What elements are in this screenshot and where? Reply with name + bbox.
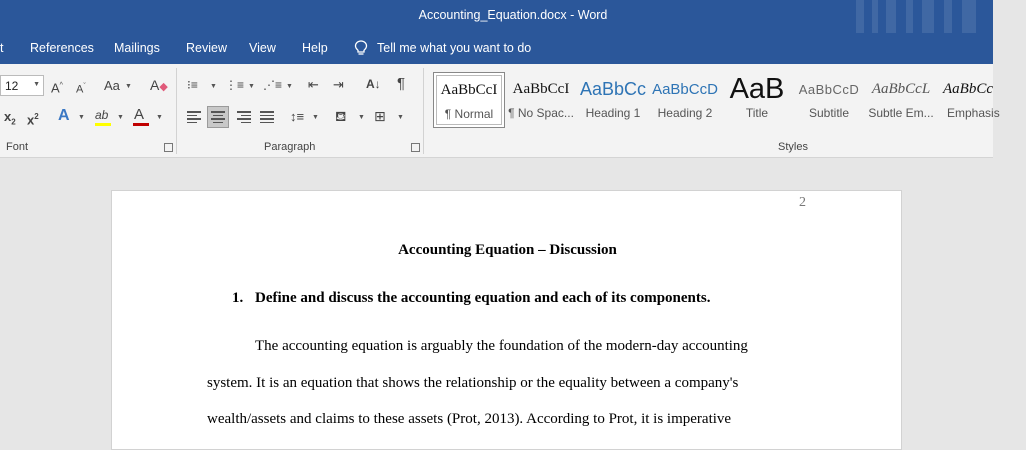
tab-view[interactable]: View: [249, 41, 276, 55]
multilevel-list-icon[interactable]: ⋰≡: [263, 78, 283, 92]
change-case-icon[interactable]: Aa: [104, 78, 120, 93]
ribbon-tabs: [0, 33, 993, 64]
paragraph-line: system. It is an equation that shows the relationship or the equality between a company's: [207, 375, 739, 391]
paragraph-dialog-launcher[interactable]: [411, 143, 420, 152]
chevron-down-icon: ▼: [33, 81, 40, 88]
chevron-down-icon[interactable]: ▼: [286, 83, 293, 90]
ribbon: [0, 64, 1000, 158]
list-number: 1.: [232, 290, 244, 306]
chevron-down-icon[interactable]: ▼: [358, 114, 365, 121]
align-center-icon: [211, 111, 225, 123]
style-preview: AaBbCc: [943, 80, 993, 97]
shading-icon[interactable]: ⛾: [335, 108, 347, 124]
tab-layout[interactable]: t: [0, 41, 4, 55]
font-size-value: 12: [5, 79, 19, 93]
clear-formatting-icon[interactable]: A◆: [150, 77, 168, 93]
style-preview: AaBbCc: [579, 78, 647, 99]
style-subtitle[interactable]: [793, 72, 865, 128]
font-color-bar: [133, 123, 149, 126]
style-preview: AaBbCcL: [871, 80, 931, 97]
style-emphasis[interactable]: [937, 72, 1000, 128]
grow-font-icon[interactable]: A^: [51, 80, 63, 96]
font-group-label: Font: [6, 141, 29, 153]
style-preview: AaBbCcD: [798, 81, 860, 97]
tell-me-text: Tell me what you want to do: [377, 41, 532, 55]
style-name: ¶ Normal: [444, 107, 494, 121]
chevron-down-icon[interactable]: ▼: [312, 114, 319, 121]
style-name: Subtle Em...: [868, 106, 934, 120]
text-effects-icon[interactable]: A: [58, 107, 70, 124]
lightbulb-icon: [354, 40, 368, 56]
style-preview: AaB: [729, 72, 785, 105]
font-dialog-launcher[interactable]: [164, 143, 173, 152]
justify-icon[interactable]: [260, 111, 274, 123]
style-normal[interactable]: [433, 72, 505, 128]
style-preview: AaBbCcI: [512, 80, 570, 97]
page-number: 2: [799, 195, 806, 210]
font-color-icon[interactable]: A: [134, 106, 145, 123]
style-preview: AaBbCcD: [652, 80, 718, 98]
style-name: ¶ No Spac...: [508, 106, 574, 120]
bullets-icon[interactable]: ⁝≡: [187, 78, 198, 92]
style-name: Heading 1: [585, 106, 641, 120]
chevron-down-icon[interactable]: ▼: [397, 114, 404, 121]
paragraph-line: wealth/assets and claims to these assets (Prot, 2013). According to Prot, it is imperative: [207, 411, 732, 427]
chevron-down-icon[interactable]: ▼: [125, 83, 132, 90]
window-title: Accounting_Equation.docx - Word: [418, 8, 608, 22]
line-spacing-icon[interactable]: ↕≡: [290, 109, 305, 124]
style-no-spacing[interactable]: [505, 72, 577, 128]
style-heading-1[interactable]: [577, 72, 649, 128]
align-center-button[interactable]: [207, 106, 229, 128]
tab-references[interactable]: References: [30, 41, 94, 55]
increase-indent-icon[interactable]: ⇥: [333, 77, 344, 92]
style-heading-2[interactable]: [649, 72, 721, 128]
styles-group-label: Styles: [778, 141, 808, 153]
chevron-down-icon[interactable]: ▼: [117, 114, 124, 121]
style-name: Subtitle: [808, 106, 850, 120]
text-highlight-icon[interactable]: ab: [95, 108, 109, 122]
tell-me-search[interactable]: [354, 40, 531, 56]
paragraph-line: The accounting equation is arguably the foundation of the modern-day accounting: [255, 338, 748, 354]
paragraph-group-label: Paragraph: [264, 141, 316, 153]
borders-icon[interactable]: ⊞: [374, 108, 386, 124]
decrease-indent-icon[interactable]: ⇤: [308, 77, 319, 92]
chevron-down-icon[interactable]: ▼: [248, 83, 255, 90]
document-canvas[interactable]: [0, 158, 993, 434]
title-bar: [0, 0, 993, 33]
font-size-box[interactable]: [0, 75, 44, 96]
chevron-down-icon[interactable]: ▼: [78, 114, 85, 121]
question-text: Define and discuss the accounting equation and each of its components.: [255, 290, 711, 306]
numbering-icon[interactable]: ⋮≡: [225, 78, 245, 92]
highlight-color-bar: [95, 123, 111, 126]
style-title[interactable]: [721, 72, 793, 128]
tab-mailings[interactable]: Mailings: [114, 41, 160, 55]
style-name: Title: [745, 106, 769, 120]
group-separator: [176, 68, 177, 154]
style-preview: AaBbCcI: [440, 81, 498, 98]
document-title: Accounting Equation – Discussion: [398, 242, 617, 258]
chevron-down-icon[interactable]: ▼: [210, 83, 217, 90]
align-left-icon[interactable]: [187, 111, 201, 123]
tab-help[interactable]: Help: [302, 41, 328, 55]
chevron-down-icon[interactable]: ▼: [156, 114, 163, 121]
subscript-icon[interactable]: $x_2$: [4, 109, 16, 127]
show-formatting-icon[interactable]: ¶: [397, 75, 406, 92]
tab-review[interactable]: Review: [186, 41, 227, 55]
align-right-icon[interactable]: [237, 111, 251, 123]
style-subtle-emphasis[interactable]: [865, 72, 937, 128]
document-page[interactable]: [111, 190, 902, 450]
sort-icon[interactable]: A↓: [366, 77, 381, 91]
question-heading: [232, 290, 710, 307]
group-separator: [423, 68, 424, 154]
superscript-icon[interactable]: $x^2$: [27, 112, 39, 128]
style-name: Heading 2: [657, 106, 713, 120]
shrink-font-icon[interactable]: $A^ˇ$: [76, 83, 86, 96]
style-name: Emphasis: [947, 106, 1000, 120]
